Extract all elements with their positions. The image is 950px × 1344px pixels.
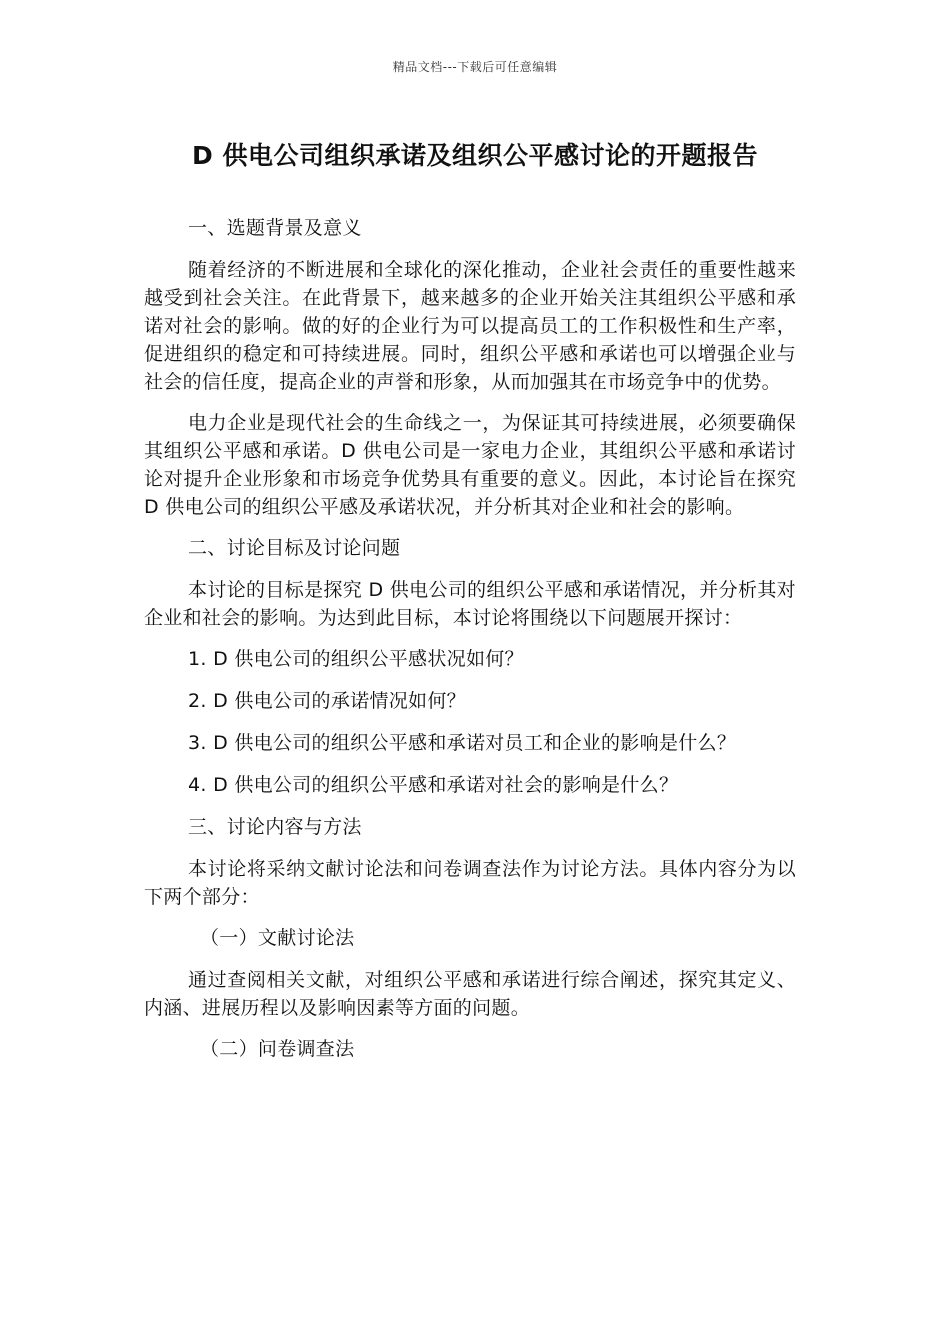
method-1-paragraph-1: 通过查阅相关文献，对组织公平感和承诺进行综合阐述，探究其定义、内涵、进展历程以及影响因素等方面的问题。 (144, 969, 796, 1019)
question-3: 3. D 供电公司的组织公平感和承诺对员工和企业的影响是什么？ (188, 732, 737, 754)
section-1-heading: 一、选题背景及意义 (188, 217, 362, 239)
document-title: D 供电公司组织承诺及组织公平感讨论的开题报告 (192, 141, 758, 170)
question-4: 4. D 供电公司的组织公平感和承诺对社会的影响是什么？ (188, 774, 679, 796)
section-3-heading: 三、讨论内容与方法 (188, 816, 362, 838)
section-2-heading: 二、讨论目标及讨论问题 (188, 537, 401, 559)
section-3-paragraph-1: 本讨论将采纳文献讨论法和问卷调查法作为讨论方法。具体内容分为以下两个部分： (144, 858, 796, 908)
section-1-paragraph-2: 电力企业是现代社会的生命线之一，为保证其可持续进展，必须要确保其组织公平感和承诺。D 供电公司是一家电力企业，其组织公平感和承诺讨论对提升企业形象和市场竞争优势具有重要的意义。因此，本讨论旨在探究 D 供电公司的组织公平感及承诺状况，并分析其对企业和社会的影响。 (144, 412, 796, 518)
section-1-paragraph-1: 随着经济的不断进展和全球化的深化推动，企业社会责任的重要性越来越受到社会关注。在此背景下，越来越多的企业开始关注其组织公平感和承诺对社会的影响。做的好的企业行为可以提高员工的工作积极性和生产率，促进组织的稳定和可持续进展。同时，组织公平感和承诺也可以增强企业与社会的信任度，提高企业的声誉和形象，从而加强其在市场竞争中的优势。 (144, 259, 796, 393)
section-2-paragraph-1: 本讨论的目标是探究 D 供电公司的组织公平感和承诺情况，并分析其对企业和社会的影响。为达到此目标，本讨论将围绕以下问题展开探讨： (144, 579, 796, 629)
method-2-heading: （二）问卷调查法 (200, 1038, 355, 1060)
method-1-heading: （一）文献讨论法 (200, 927, 355, 949)
question-2: 2. D 供电公司的承诺情况如何？ (188, 690, 466, 712)
header-note: 精品文档---下载后可任意编辑 (392, 60, 558, 74)
document-body (144, 214, 796, 1077)
question-1: 1. D 供电公司的组织公平感状况如何？ (188, 648, 524, 670)
